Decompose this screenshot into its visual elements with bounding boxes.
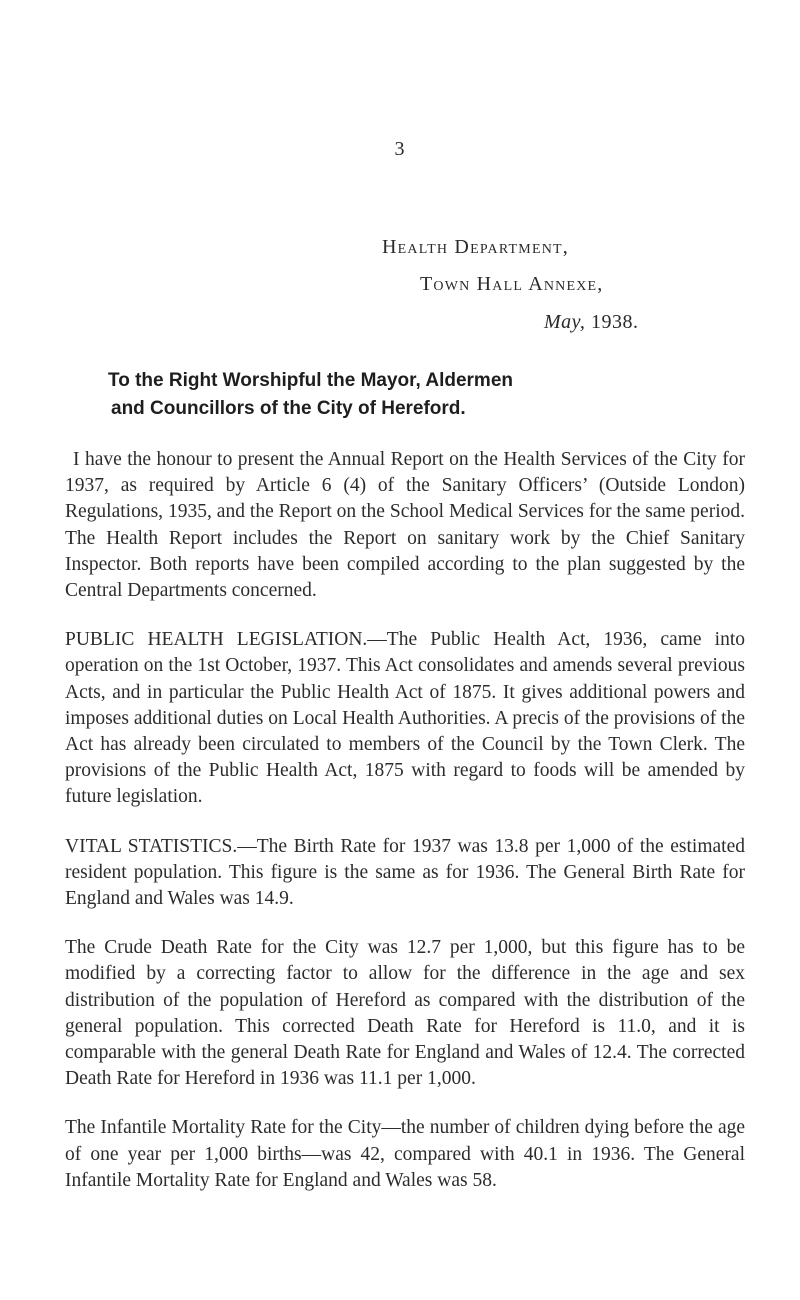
address-department: Health Department, xyxy=(382,236,569,258)
date-year: 1938. xyxy=(590,311,639,333)
report-body xyxy=(65,447,745,1217)
paragraph-public-health-legislation: PUBLIC HEALTH LEGISLATION.—The Public Health Act, 1936, came into operation on the 1st October, 1937. This Act consolidates and amends several previous Acts, and in particular the Public Health Act of 1875. It gives additional powers and imposes additional duties on Local Health Authorities. A precis of the provisions of the Act has already been circulated to members of the Council by the Town Clerk. The provisions of the Public Health Act, 1875 with regard to foods will be amended by future legislation. xyxy=(65,629,745,808)
paragraph-death-rate: The Crude Death Rate for the City was 12.7 per 1,000, but this figure has to be modified by a correcting factor to allow for the difference in the age and sex distribution of the population of Hereford as compared with the distribution of the general population. This corrected Death Rate for Hereford is 11.0, and it is comparable with the general Death Rate for England and Wales of 12.4. The corrected Death Rate for Hereford in 1936 was 11.1 per 1,000. xyxy=(65,937,745,1090)
salutation-line-1: To the Right Worshipful the Mayor, Aldermen xyxy=(108,370,513,391)
address-date xyxy=(544,311,638,334)
page-number: 3 xyxy=(394,138,406,160)
paragraph-introduction: I have the honour to present the Annual Report on the Health Services of the City for 1937, as required by Article 6 (4) of the Sanitary Officers’ (Outside London) Regulations, 1935, and the Report on the School Medical Services for the same period. The Health Report includes the Report on sanitary work by the Chief Sanitary Inspector. Both reports have been compiled according to the plan suggested by the Central Departments concerned. xyxy=(65,449,745,602)
paragraph-infantile-mortality: The Infantile Mortality Rate for the City—the number of children dying before the age of one year per 1,000 births—was 42, compared with 40.1 in 1936. The General Infantile Mortality Rate for England and Wales was 58. xyxy=(65,1117,745,1191)
salutation xyxy=(108,367,728,423)
paragraph-vital-statistics: VITAL STATISTICS.—The Birth Rate for 1937 was 13.8 per 1,000 of the estimated resident population. This figure is the same as for 1936. The General Birth Rate for England and Wales was 14.9. xyxy=(65,835,745,910)
salutation-line-2: and Councillors of the City of Hereford. xyxy=(111,398,466,419)
date-month: May, xyxy=(544,311,586,333)
address-building: Town Hall Annexe, xyxy=(420,273,604,295)
